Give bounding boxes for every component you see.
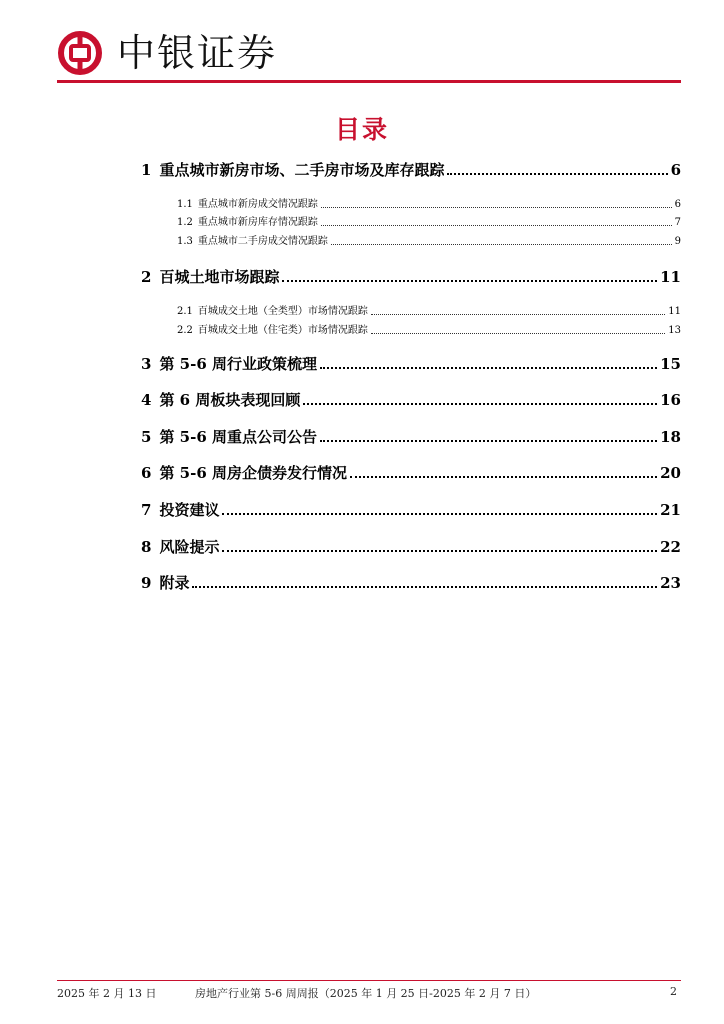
dot-leader [282,280,657,282]
toc-entry-number: 1.3 [177,236,193,247]
toc-entry-page: 15 [660,355,681,373]
header-divider [57,80,681,83]
toc-entry-text: 投资建议 [159,501,220,519]
toc-entry-text: 附录 [159,574,190,592]
toc-entry-number: 8 [141,538,152,556]
toc-entry-text: 第 5-6 周行业政策梳理 [159,355,317,373]
toc-entry-page: 22 [660,538,681,556]
toc-entry[interactable] [141,463,681,483]
toc-entry-page: 6 [674,199,681,210]
dot-leader [222,513,657,515]
toc-entry-text: 第 5-6 周重点公司公告 [159,428,317,446]
toc-entry-page: 11 [668,306,681,317]
bank-of-china-logo-icon [57,30,103,76]
toc-entry-number: 5 [141,428,152,446]
dot-leader [320,440,657,442]
dot-leader [350,476,657,478]
toc-entry-number: 6 [141,464,152,482]
toc-entry-text: 百城成交土地（住宅类）市场情况跟踪 [197,325,368,336]
footer-divider [57,980,681,981]
toc-entry[interactable] [177,216,681,230]
toc-entry-number: 4 [141,391,152,409]
toc-entry[interactable] [141,354,681,374]
dot-leader [192,586,657,588]
dot-leader [303,403,657,405]
toc-entry-number: 9 [141,574,152,592]
toc-entry[interactable] [141,390,681,410]
toc-entry[interactable] [141,537,681,557]
toc-entry-number: 3 [141,355,152,373]
toc-entry[interactable] [177,324,681,338]
toc-entry-text: 重点城市新房市场、二手房市场及库存跟踪 [159,161,445,179]
toc-entry-number: 1 [141,161,152,179]
dot-leader [447,173,667,175]
dot-leader [321,225,672,226]
dot-leader [371,333,665,334]
dot-leader [321,207,672,208]
toc-entry-page: 16 [660,391,681,409]
toc-entry-number: 1.2 [177,217,193,228]
toc-entry[interactable] [141,267,681,287]
toc-entry-page: 9 [674,236,681,247]
toc-entry-number: 7 [141,501,152,519]
dot-leader [371,314,665,315]
dot-leader [320,367,657,369]
page-header [57,30,681,76]
toc-entry-text: 重点城市新房成交情况跟踪 [197,199,318,210]
toc-entry[interactable] [141,160,681,180]
toc-entry-text: 风险提示 [159,538,220,556]
toc-entry-page: 13 [668,325,681,336]
toc-entry-page: 11 [660,268,681,286]
toc-entry-text: 百城土地市场跟踪 [159,268,280,286]
toc-entry-text: 重点城市二手房成交情况跟踪 [197,236,328,247]
toc-entry-text: 第 5-6 周房企债券发行情况 [159,464,347,482]
footer-report-title: 房地产行业第 5-6 周周报（2025 年 1 月 25 日-2025 年 2 月 7 日） [195,987,537,1000]
toc-entry-number: 2 [141,268,152,286]
footer-date: 2025 年 2 月 13 日 [57,987,157,1000]
toc-entry-number: 2.2 [177,325,193,336]
dot-leader [222,550,657,552]
toc-title: 目录 [334,115,389,144]
toc-entry-page: 21 [660,501,681,519]
toc-entry-text: 百城成交土地（全类型）市场情况跟踪 [197,306,368,317]
toc-entry-page: 6 [670,161,681,179]
toc-entry-page: 23 [660,574,681,592]
toc-entry-number: 1.1 [177,199,193,210]
toc-entry-number: 2.1 [177,306,193,317]
toc-entry-page: 7 [674,217,681,228]
toc-entry-page: 20 [660,464,681,482]
toc-entry[interactable] [141,500,681,520]
toc-entry-page: 18 [660,428,681,446]
footer-page-number: 2 [670,985,677,998]
toc-entry[interactable] [177,235,681,249]
toc-entry[interactable] [177,305,681,319]
toc-entry[interactable] [177,198,681,212]
dot-leader [331,244,672,245]
toc-entry[interactable] [141,427,681,447]
brand-name: 中银证券 [117,31,278,75]
toc-entry[interactable] [141,573,681,593]
toc-entry-text: 第 6 周板块表现回顾 [159,391,301,409]
toc-entry-text: 重点城市新房库存情况跟踪 [197,217,318,228]
